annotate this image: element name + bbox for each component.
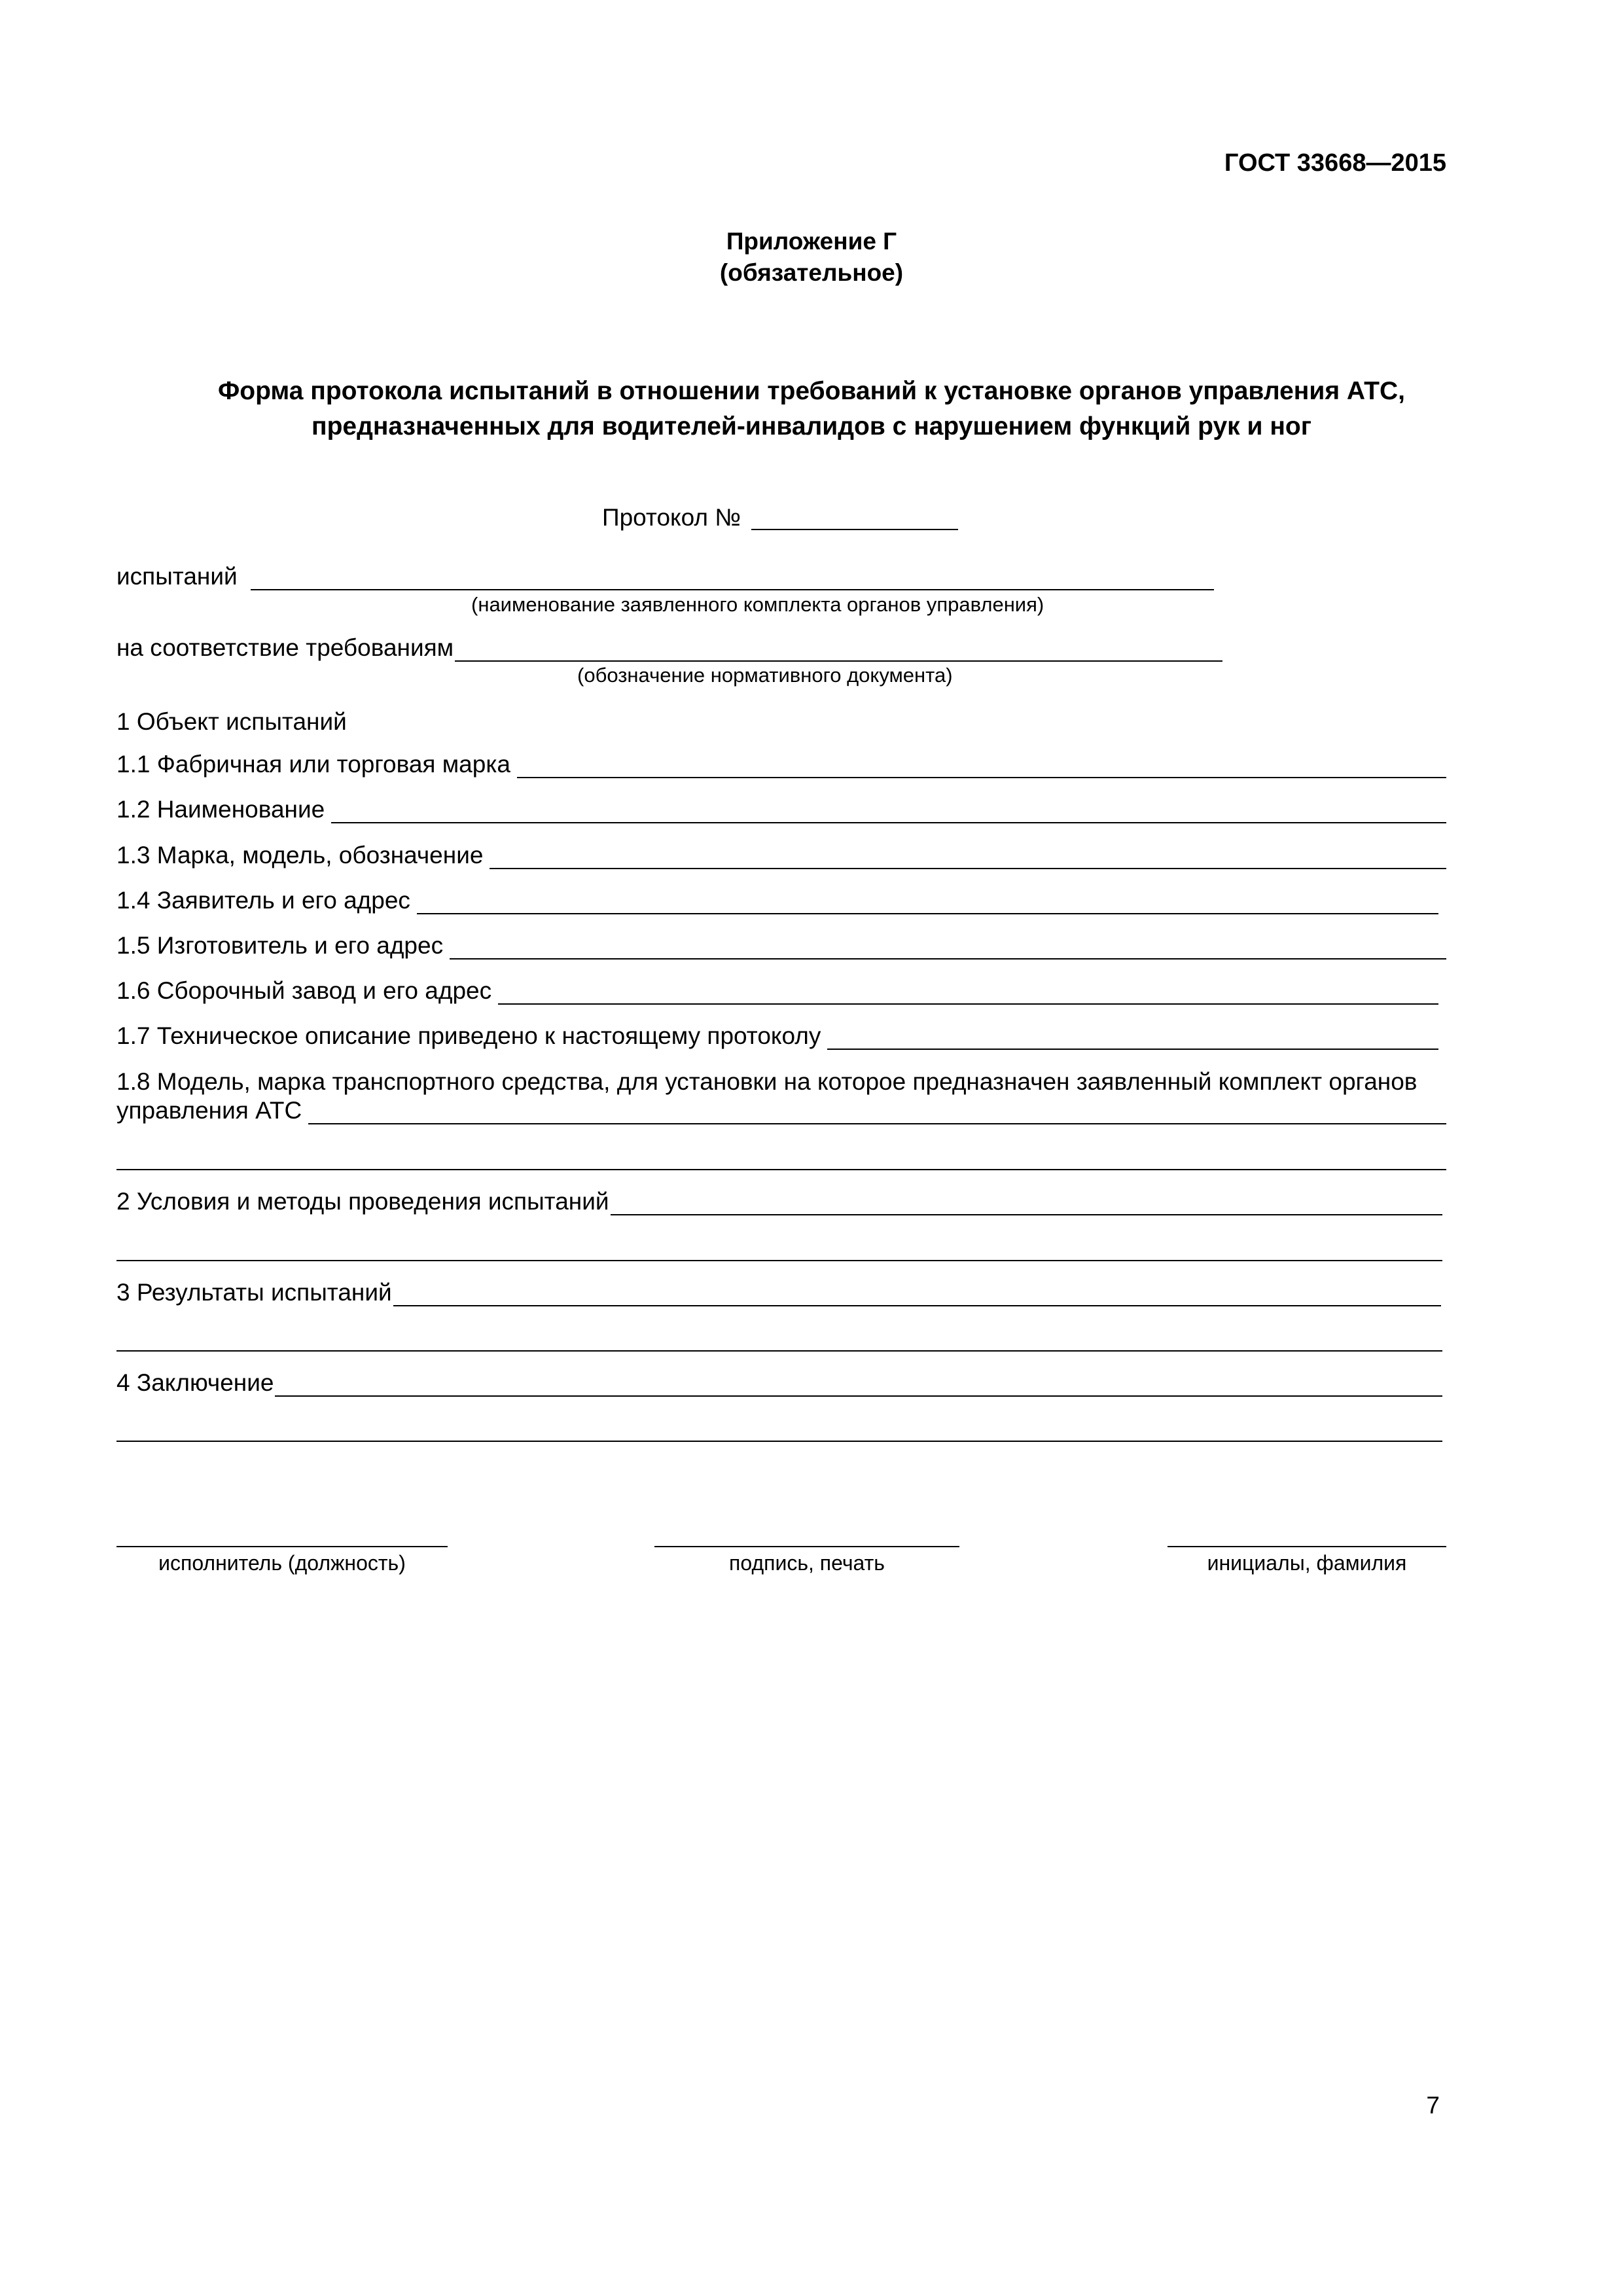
item-1-1-row — [116, 749, 1446, 778]
form-title-line2: предназначенных для водителей-инвалидов с нарушением функций рук и ног — [312, 412, 1311, 440]
item-1-6-line[interactable] — [498, 975, 1438, 1005]
item-1-5-row — [116, 931, 1446, 960]
item-1-5-label: 1.5 Изготовитель и его адрес — [116, 932, 444, 959]
signature-stamp-line[interactable] — [654, 1546, 959, 1547]
section4-line[interactable] — [275, 1367, 1442, 1397]
section2-title: 2 Условия и методы проведения испытаний — [116, 1188, 609, 1215]
item-1-4-line[interactable] — [417, 884, 1438, 914]
item-1-2-label: 1.2 Наименование — [116, 796, 325, 823]
appendix-title: Приложение Г — [726, 228, 897, 255]
section2-row — [116, 1187, 1442, 1215]
section4-extra-line[interactable] — [116, 1441, 1442, 1442]
item-1-8-label: управления АТС — [116, 1097, 302, 1124]
section2-line[interactable] — [611, 1185, 1442, 1215]
item-1-6-row — [116, 976, 1438, 1005]
item-1-8-extra-line[interactable] — [116, 1169, 1446, 1170]
compliance-label: на соответствие требованиям — [116, 634, 454, 661]
section1-title: 1 Объект испытаний — [116, 708, 347, 735]
executor-signature-line[interactable] — [116, 1546, 448, 1547]
tests-label: испытаний — [116, 563, 238, 590]
item-1-7-row — [116, 1021, 1438, 1050]
standard-designation: ГОСТ 33668—2015 — [1224, 149, 1446, 177]
tests-row — [116, 562, 1214, 590]
section3-line[interactable] — [393, 1276, 1441, 1306]
item-1-4-row — [116, 886, 1438, 914]
compliance-hint: (обозначение нормативного документа) — [577, 664, 953, 687]
item-1-3-row — [116, 840, 1446, 869]
compliance-row — [116, 633, 1222, 662]
tests-hint: (наименование заявленного комплекта органов управления) — [471, 593, 1044, 616]
item-1-6-label: 1.6 Сборочный завод и его адрес — [116, 977, 492, 1004]
compliance-field-line[interactable] — [455, 632, 1222, 662]
section3-row — [116, 1278, 1441, 1306]
item-1-2-line[interactable] — [331, 793, 1446, 823]
page-number: 7 — [1426, 2092, 1440, 2119]
name-signature-line[interactable] — [1168, 1546, 1446, 1547]
item-1-3-line[interactable] — [490, 839, 1446, 869]
signature-stamp-label: подпись, печать — [729, 1551, 885, 1575]
section3-extra-line[interactable] — [116, 1350, 1442, 1352]
form-title-line1: Форма протокола испытаний в отношении требований к установке органов управления АТС, — [218, 377, 1405, 405]
item-1-3-label: 1.3 Марка, модель, обозначение — [116, 842, 484, 869]
appendix-status: (обязательное) — [719, 259, 904, 286]
item-1-8-row — [116, 1096, 1446, 1124]
item-1-1-label: 1.1 Фабричная или торговая марка — [116, 751, 510, 778]
tests-field-line[interactable] — [251, 560, 1214, 590]
section4-row — [116, 1368, 1442, 1397]
item-1-7-label: 1.7 Техническое описание приведено к настоящему протоколу — [116, 1022, 821, 1049]
section4-title: 4 Заключение — [116, 1369, 274, 1396]
item-1-5-line[interactable] — [450, 929, 1446, 960]
item-1-8-text: 1.8 Модель, марка транспортного средства, для установки на которое предназначен заявленный комплект органов — [116, 1068, 1418, 1095]
item-1-1-line[interactable] — [517, 748, 1446, 778]
protocol-label: Протокол № — [602, 504, 741, 531]
item-1-2-row — [116, 795, 1446, 823]
section2-extra-line[interactable] — [116, 1260, 1442, 1261]
section3-title: 3 Результаты испытаний — [116, 1279, 392, 1306]
protocol-number-line[interactable] — [751, 529, 958, 530]
item-1-4-label: 1.4 Заявитель и его адрес — [116, 887, 410, 914]
item-1-8-line[interactable] — [308, 1094, 1446, 1124]
executor-label: исполнитель (должность) — [158, 1551, 406, 1575]
item-1-7-line[interactable] — [827, 1020, 1438, 1050]
name-label: инициалы, фамилия — [1207, 1551, 1407, 1575]
